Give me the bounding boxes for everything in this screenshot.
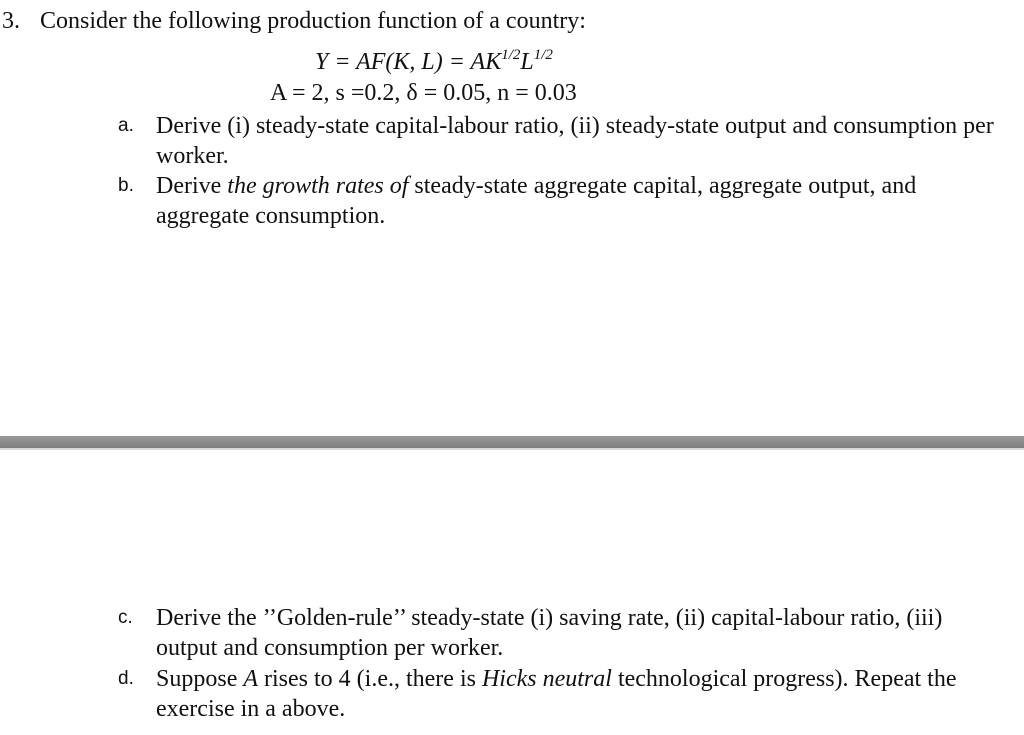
parameter-values: A = 2, s =0.2, δ = 0.05, n = 0.03	[270, 80, 577, 106]
question-heading	[2, 6, 586, 36]
part-a	[118, 111, 998, 171]
part-a-label: a.	[118, 115, 134, 136]
equation-exponent-l: 1/2	[533, 47, 553, 63]
part-c-text: Derive the ’’Golden-rule’’ steady-state (i) saving rate, (ii) capital-labour ratio, (iii) output and consumption per worker.	[156, 605, 943, 661]
equation-lhs: Y = AF(K, L) = AK	[315, 49, 502, 75]
part-b-pre: Derive	[156, 173, 228, 199]
question-intro: Consider the following production function of a country:	[40, 8, 586, 34]
part-c	[118, 603, 998, 663]
part-b	[118, 171, 998, 231]
part-d-post: technological progress). Repeat the exercise in a above.	[156, 666, 957, 722]
part-b-label: b.	[118, 175, 134, 196]
part-d-italic: Hicks neutral	[481, 666, 612, 692]
equation-exponent-k: 1/2	[501, 47, 521, 63]
part-b-post: steady-state aggregate capital, aggregate output, and aggregate consumption.	[156, 173, 917, 229]
equation-l: L	[520, 49, 534, 75]
part-d-pre: Suppose	[156, 666, 244, 692]
part-d-mid: rises to 4 (i.e., there is	[258, 666, 482, 692]
section-divider-shadow	[0, 448, 1024, 450]
production-function-equation	[315, 40, 553, 77]
part-d-label: d.	[118, 668, 134, 689]
section-divider	[0, 436, 1024, 448]
part-d	[118, 664, 998, 724]
question-number: 3.	[2, 8, 20, 34]
part-d-text	[156, 664, 998, 724]
part-b-text	[156, 171, 998, 231]
part-b-italic: the growth rates of	[227, 173, 409, 199]
part-c-label: c.	[118, 607, 133, 628]
part-a-text: Derive (i) steady-state capital-labour ratio, (ii) steady-state output and consumption per worker.	[156, 113, 994, 169]
part-d-var: A	[243, 666, 259, 692]
